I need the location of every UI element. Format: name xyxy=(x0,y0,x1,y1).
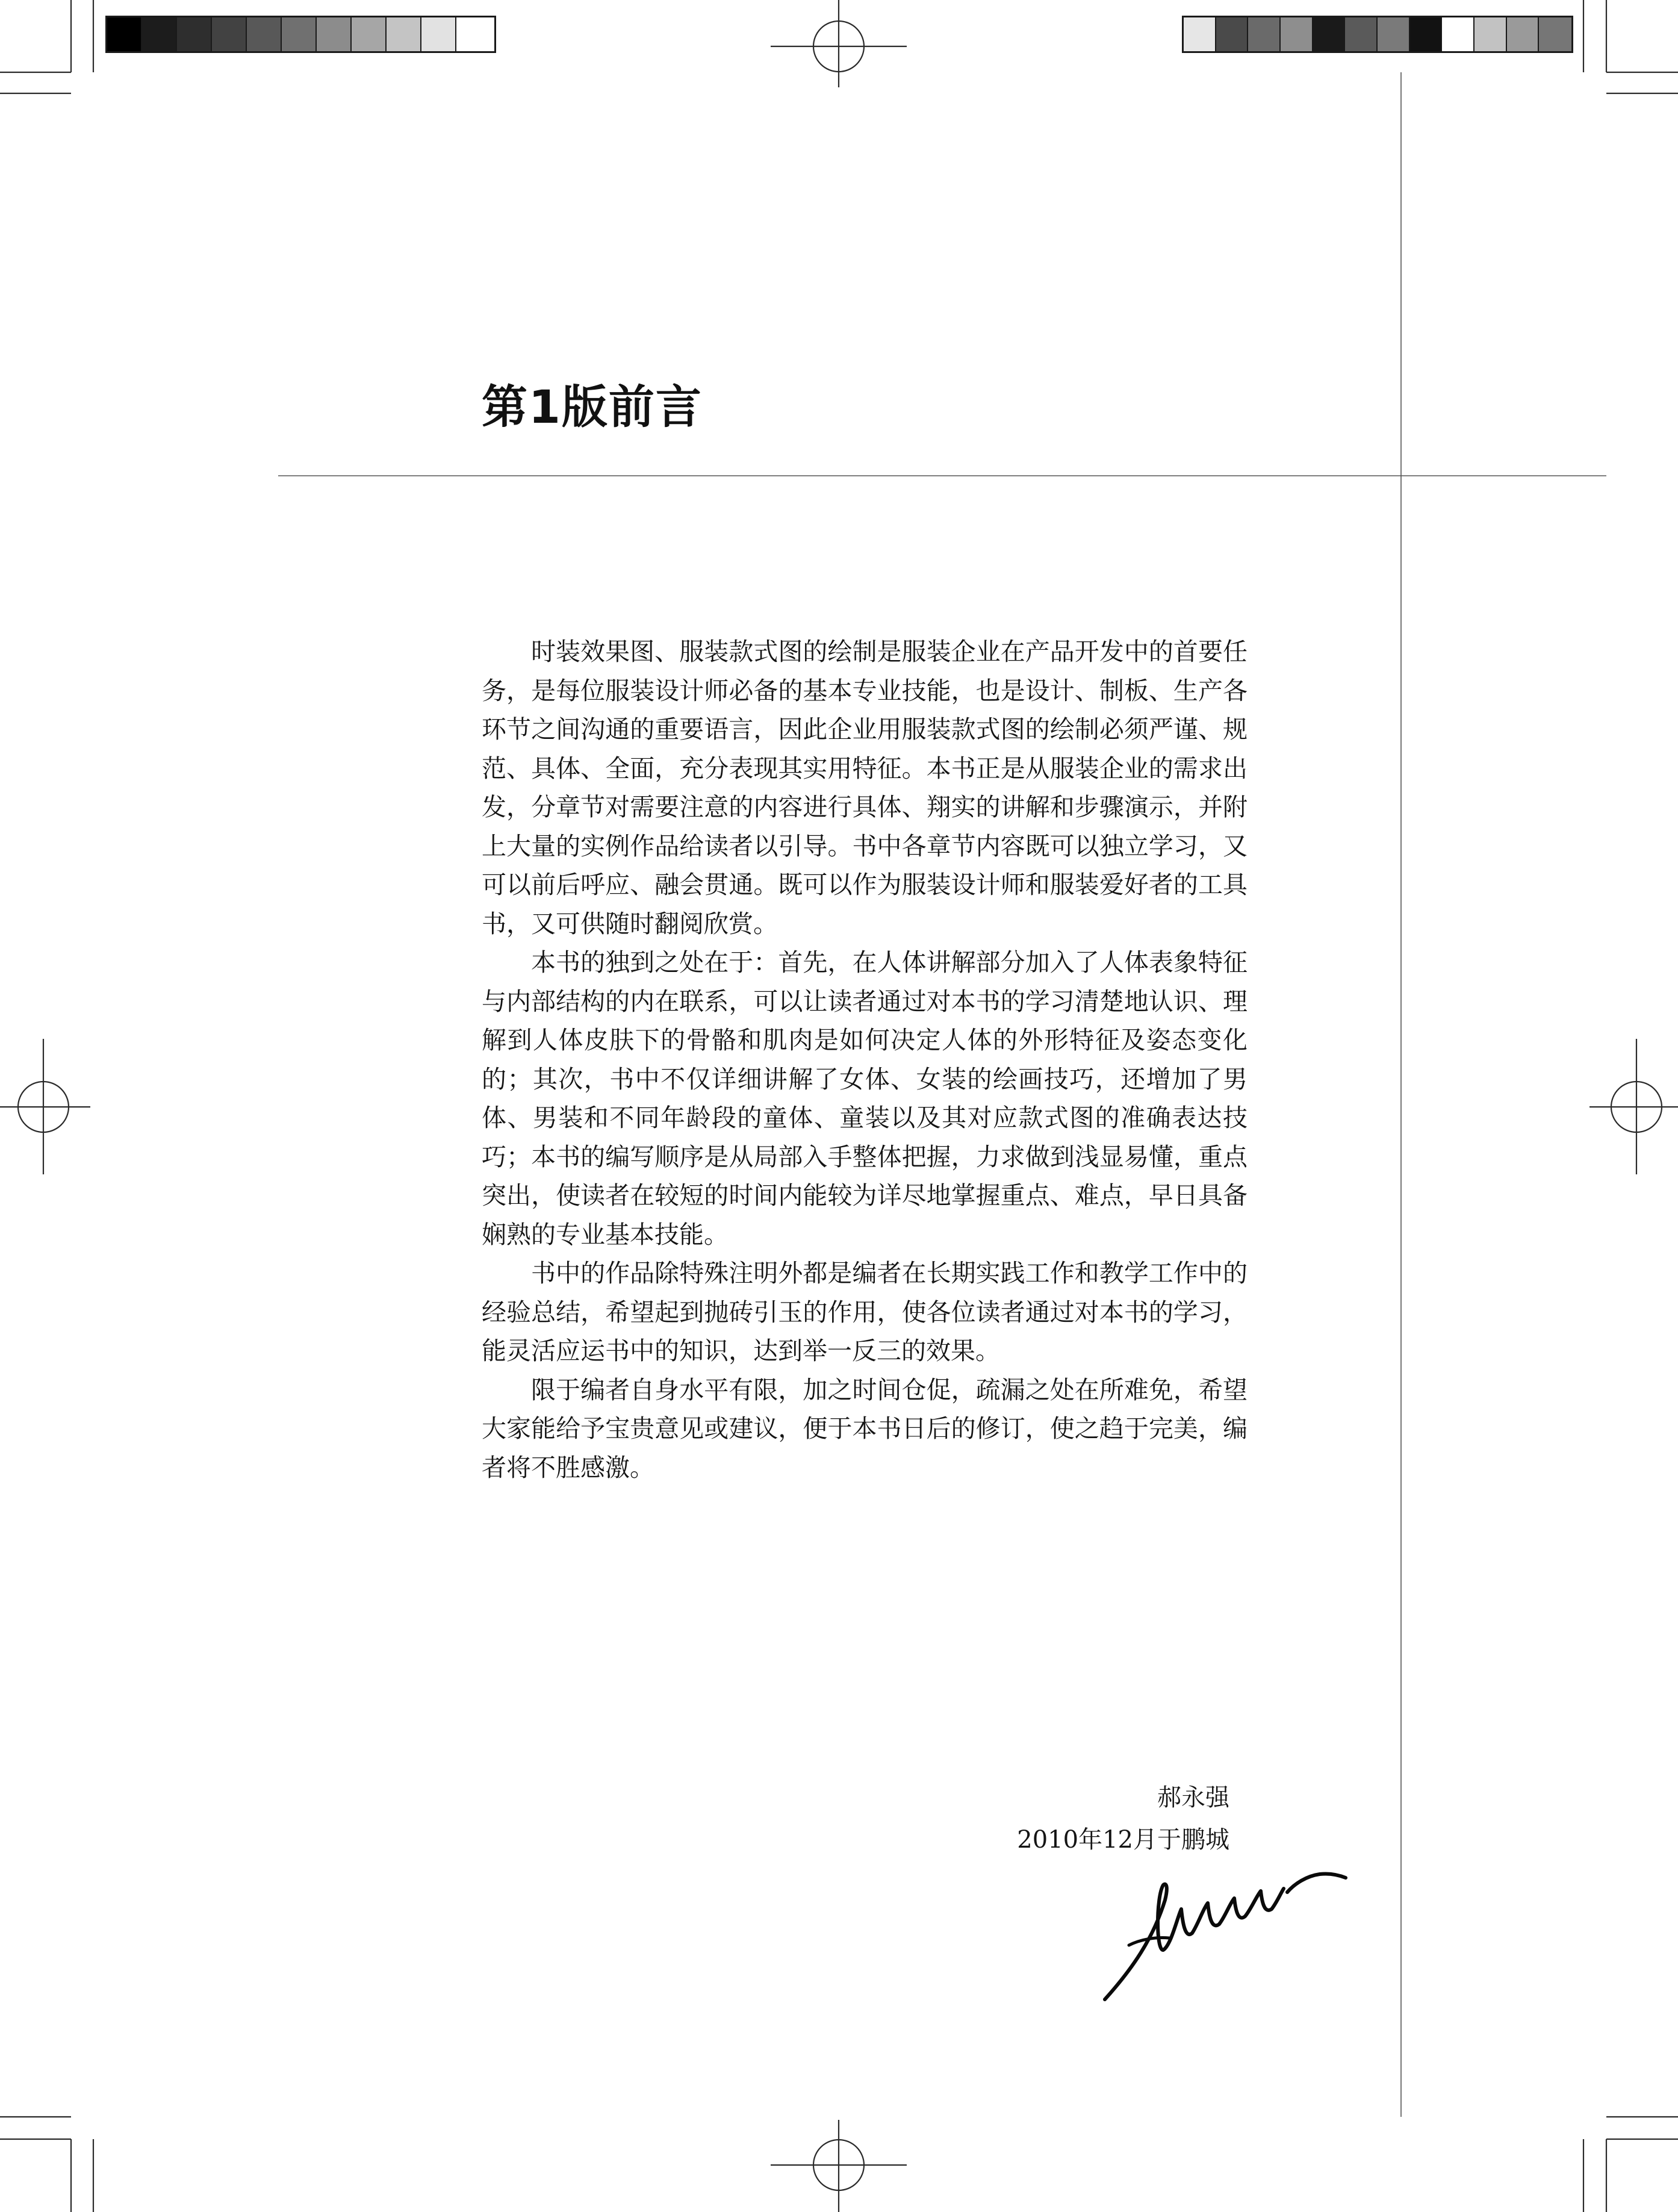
paragraph: 本书的独到之处在于：首先，在人体讲解部分加入了人体表象特征与内部结构的内在联系，可以让读者通过对本书的学习清楚地认识、理解到人体皮肤下的骨骼和肌肉是如何决定人体的外形特征及姿态变化的；其次，书中不仅详细讲解了女体、女装的绘画技巧，还增加了男体、男装和不同年龄段的童体、童装以及其对应款式图的准确表达技巧；本书的编写顺序是从局部入手整体把握，力求做到浅显易懂，重点突出，使读者在较短的时间内能较为详尽地掌握重点、难点，早日具备娴熟的专业基本技能。 xyxy=(482,948,1248,1249)
color-swatch xyxy=(212,17,247,51)
color-swatch xyxy=(1442,17,1474,51)
color-bar-left xyxy=(105,16,496,53)
color-swatch xyxy=(1474,17,1507,51)
color-swatch xyxy=(317,17,352,51)
color-swatch xyxy=(1345,17,1378,51)
date-place: 2010年12月于鹏城 xyxy=(1017,1826,1229,1854)
color-swatch xyxy=(1410,17,1443,51)
color-swatch xyxy=(1313,17,1346,51)
crop-mark-top-right xyxy=(1583,0,1678,93)
crop-mark-bottom-left xyxy=(0,2117,93,2212)
color-swatch xyxy=(142,17,177,51)
color-swatch xyxy=(1216,17,1249,51)
signoff-block xyxy=(1017,1777,1229,1861)
color-swatch xyxy=(177,17,212,51)
color-swatch xyxy=(1507,17,1540,51)
crop-mark-bottom-right xyxy=(1583,2117,1678,2212)
preface-body xyxy=(482,632,1248,1487)
color-swatch xyxy=(421,17,456,51)
color-swatch xyxy=(456,17,491,51)
crop-mark-top-left xyxy=(0,0,93,93)
color-swatch xyxy=(282,17,317,51)
color-swatch xyxy=(1184,17,1216,51)
registration-mark-bottom xyxy=(771,2120,907,2212)
color-swatch xyxy=(1378,17,1410,51)
author-name: 郝永强 xyxy=(1157,1784,1229,1812)
page-title: 第1版前言 xyxy=(482,380,703,434)
color-swatch xyxy=(247,17,282,51)
color-bar-right xyxy=(1182,16,1573,53)
paragraph: 时装效果图、服装款式图的绘制是服装企业在产品开发中的首要任务，是每位服装设计师必备的基本专业技能，也是设计、制板、生产各环节之间沟通的重要语言，因此企业用服装款式图的绘制必须严谨、规范、具体、全面，充分表现其实用特征。本书正是从服装企业的需求出发，分章节对需要注意的内容进行具体、翔实的讲解和步骤演示，并附上大量的实例作品给读者以引导。书中各章节内容既可以独立学习，又可以前后呼应、融会贯通。既可以作为服装设计师和服装爱好者的工具书，又可供随时翻阅欣赏。 xyxy=(482,637,1248,938)
color-swatch xyxy=(1539,17,1571,51)
registration-mark-left xyxy=(0,1039,90,1174)
color-swatch xyxy=(352,17,387,51)
paragraph: 限于编者自身水平有限，加之时间仓促，疏漏之处在所难免，希望大家能给予宝贵意见或建议，便于本书日后的修订，使之趋于完美，编者将不胜感激。 xyxy=(482,1375,1248,1482)
color-swatch xyxy=(1248,17,1281,51)
handwritten-signature xyxy=(1096,1849,1349,2005)
color-swatch xyxy=(387,17,421,51)
color-swatch xyxy=(1281,17,1313,51)
registration-mark-right xyxy=(1589,1039,1678,1174)
registration-mark-top xyxy=(771,0,907,87)
color-swatch xyxy=(107,17,142,51)
paragraph: 书中的作品除特殊注明外都是编者在长期实践工作和教学工作中的经验总结，希望起到抛砖引玉的作用，使各位读者通过对本书的学习，能灵活应运书中的知识，达到举一反三的效果。 xyxy=(482,1259,1248,1365)
